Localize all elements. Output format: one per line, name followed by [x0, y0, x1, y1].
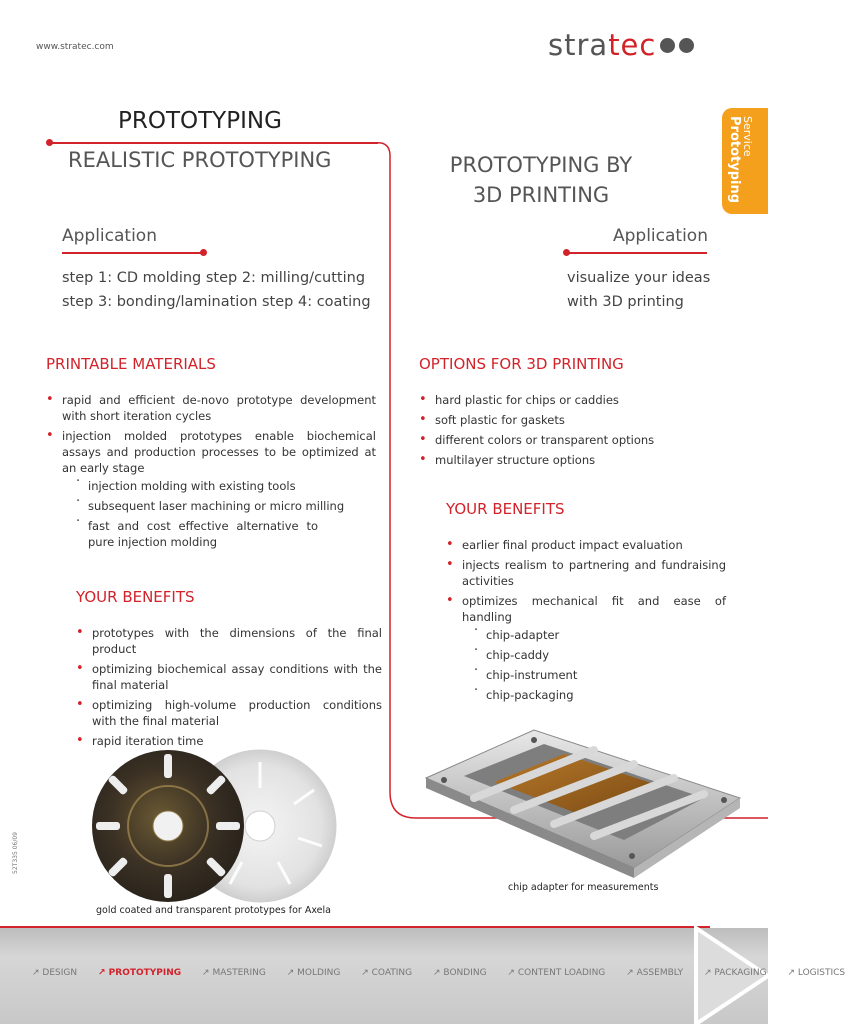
stratec-logo — [548, 28, 694, 62]
page-title: PROTOTYPING — [118, 108, 282, 134]
list-item: • earlier final product impact evaluation — [446, 537, 726, 553]
nav-prototyping[interactable]: ↗ PROTOTYPING — [97, 968, 182, 978]
3d-heading-line2: 3D PRINTING — [472, 183, 610, 207]
sub-list-item: · fast and cost effective alternative to pure injection molding — [76, 518, 318, 550]
list-item: • different colors or transparent options — [419, 432, 719, 448]
list-item: • prototypes with the dimensions of the final product — [76, 625, 382, 657]
left-benefits-block — [76, 625, 382, 753]
right-application-label: Application — [613, 226, 708, 246]
nav-logistics[interactable]: ↗ LOGISTICS — [787, 968, 846, 978]
sub-list-item: · subsequent laser machining or micro milling — [76, 498, 376, 514]
left-benefits-heading: YOUR BENEFITS — [76, 588, 195, 606]
logo-suffix: tec — [608, 28, 657, 62]
left-image-caption: gold coated and transparent prototypes for Axela — [96, 905, 331, 916]
nav-design[interactable]: ↗ DESIGN — [32, 968, 78, 978]
3d-heading-line1: PROTOTYPING BY — [449, 153, 633, 177]
title-line — [50, 142, 378, 144]
list-item: • optimizing biochemical assay conditions with the final material — [76, 661, 382, 693]
3d-printing-heading — [400, 150, 682, 210]
list-item: • rapid and efficient de-novo prototype development with short iteration cycles — [46, 392, 376, 424]
logo-prefix: stra — [548, 28, 609, 62]
process-nav — [32, 968, 863, 978]
right-image-caption: chip adapter for measurements — [508, 882, 659, 893]
divider-curve — [370, 142, 768, 822]
right-benefits-heading: YOUR BENEFITS — [446, 500, 565, 518]
nav-packaging[interactable]: ↗ PACKAGING — [703, 968, 767, 978]
document-code: 52T335 06/09 — [12, 832, 19, 874]
steps-block — [62, 266, 371, 314]
list-item: • hard plastic for chips or caddies — [419, 392, 719, 408]
list-item-text: injection molded prototypes enable biochemical assays and production processes to be optimized at an early stage — [62, 429, 376, 475]
list-item: • multilayer structure options — [419, 452, 719, 468]
band-top-line — [0, 926, 710, 928]
cd-prototypes-image — [84, 748, 354, 908]
sub-list-item: · chip-caddy — [474, 647, 726, 663]
left-application-underline — [62, 252, 204, 254]
printable-materials-heading: PRINTABLE MATERIALS — [46, 355, 216, 373]
left-application-dot — [200, 249, 207, 256]
realistic-prototyping-heading: REALISTIC PROTOTYPING — [68, 148, 332, 172]
list-item: • optimizing high-volume production conditions with the final material — [76, 697, 382, 729]
sub-list-item: · injection molding with existing tools — [76, 478, 376, 494]
list-item: • rapid iteration time — [76, 733, 382, 749]
sub-list-item: · chip-adapter — [474, 627, 726, 643]
right-benefits-block — [446, 537, 726, 707]
app-line-2: with 3D printing — [567, 294, 684, 310]
list-item: • injects realism to partnering and fundraising activities — [446, 557, 726, 589]
materials-list-block — [46, 392, 376, 554]
side-tab-service: Service — [741, 116, 754, 157]
nav-mastering[interactable]: ↗ MASTERING — [202, 968, 266, 978]
list-item — [446, 593, 726, 703]
list-item-text: optimizes mechanical fit and ease of handling — [462, 594, 726, 624]
chip-adapter-image — [424, 728, 742, 878]
right-application-text — [567, 266, 710, 314]
list-item: • soft plastic for gaskets — [419, 412, 719, 428]
sub-list-item: · chip-packaging — [474, 687, 726, 703]
step-line-2: step 3: bonding/lamination step 4: coating — [62, 294, 371, 310]
left-application-label: Application — [62, 226, 157, 246]
app-line-1: visualize your ideas — [567, 270, 711, 286]
nav-coating[interactable]: ↗ COATING — [361, 968, 413, 978]
options-list-block — [419, 392, 719, 472]
logo-dots-icon — [660, 38, 694, 53]
nav-content-loading[interactable]: ↗ CONTENT LOADING — [507, 968, 606, 978]
website-url: www.stratec.com — [36, 42, 114, 52]
nav-molding[interactable]: ↗ MOLDING — [286, 968, 341, 978]
list-item — [46, 428, 376, 550]
right-application-underline — [567, 252, 707, 254]
step-line-1: step 1: CD molding step 2: milling/cutting — [62, 270, 366, 286]
side-tab-prototyping: Prototyping — [727, 116, 742, 204]
nav-assembly[interactable]: ↗ ASSEMBLY — [626, 968, 684, 978]
sub-list-item: · chip-instrument — [474, 667, 726, 683]
nav-bonding[interactable]: ↗ BONDING — [433, 968, 487, 978]
options-heading: OPTIONS FOR 3D PRINTING — [419, 355, 624, 373]
